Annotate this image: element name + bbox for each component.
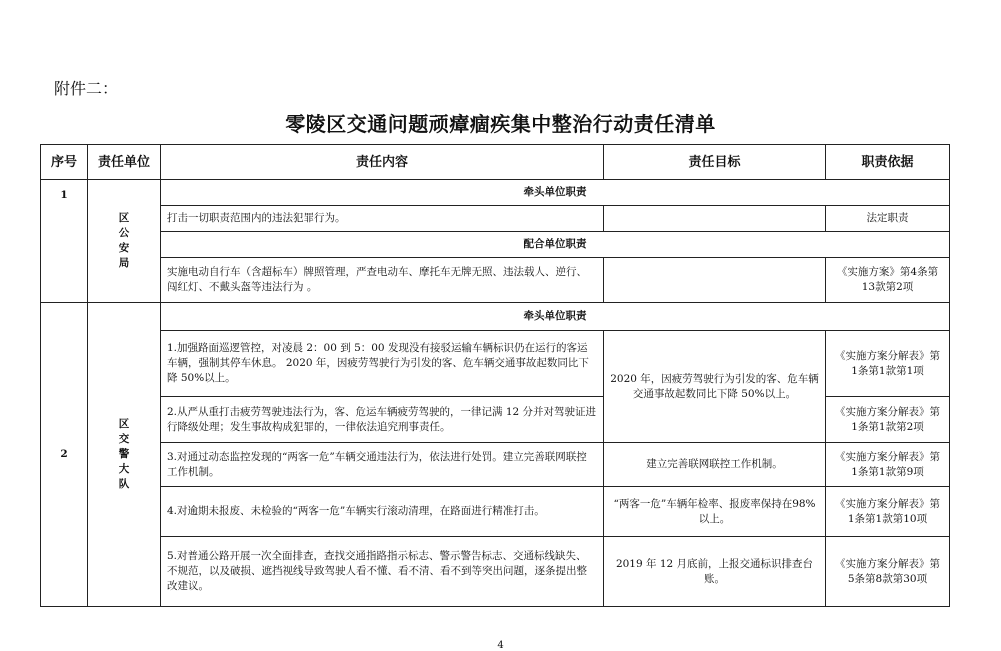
table-row xyxy=(41,232,950,258)
basis-cell: 《实施方案》第4条第13款第2项 xyxy=(826,258,950,303)
header-seq: 序号 xyxy=(41,145,88,180)
target-cell: 建立完善联网联控工作机制。 xyxy=(604,443,826,487)
content-cell: 2.从严从重打击疲劳驾驶违法行为，客、危运车辆疲劳驾驶的，一律记满 12 分并对驾驶证进行降级处理；发生事故构成犯罪的，一律依法追究刑事责任。 xyxy=(161,397,604,443)
table-row xyxy=(41,303,950,331)
table-header-row xyxy=(41,145,950,180)
responsibility-table xyxy=(40,144,950,607)
basis-cell: 《实施方案分解表》第1条第1款第10项 xyxy=(826,487,950,537)
header-basis: 职责依据 xyxy=(826,145,950,180)
basis-cell: 《实施方案分解表》第1条第1款第9项 xyxy=(826,443,950,487)
section-lead-header: 牵头单位职责 xyxy=(161,303,950,331)
target-cell xyxy=(604,258,826,303)
table-row xyxy=(41,258,950,303)
target-cell xyxy=(604,206,826,232)
attachment-label: 附件二： xyxy=(54,79,119,98)
content-cell: 实施电动自行车（含超标车）牌照管理，严查电动车、摩托车无牌无照、违法载人、逆行、闯红灯、不戴头盔等违法行为 。 xyxy=(161,258,604,303)
header-content: 责任内容 xyxy=(161,145,604,180)
unit-cell-traffic-police xyxy=(88,303,161,607)
section-assist-header: 配合单位职责 xyxy=(161,232,950,258)
basis-cell: 《实施方案分解表》第5条第8款第30项 xyxy=(826,537,950,607)
table-row xyxy=(41,180,950,206)
unit-char: 安 xyxy=(118,242,130,254)
target-cell-merged: 2020 年，因疲劳驾驶行为引发的客、危车辆交通事故起数同比下降 50%以上。 xyxy=(604,331,826,443)
basis-cell: 《实施方案分解表》第1条第1款第2项 xyxy=(826,397,950,443)
basis-cell: 法定职责 xyxy=(826,206,950,232)
target-cell: “两客一危”车辆年检率、报废率保持在98%以上。 xyxy=(604,487,826,537)
unit-char: 局 xyxy=(118,257,130,269)
unit-char: 警 xyxy=(118,448,130,460)
basis-cell: 《实施方案分解表》第1条第1款第1项 xyxy=(826,331,950,397)
table-row xyxy=(41,487,950,537)
target-cell: 2019 年 12 月底前，上报交通标识排查台账。 xyxy=(604,537,826,607)
unit-cell-police xyxy=(88,180,161,303)
section-lead-header: 牵头单位职责 xyxy=(161,180,950,206)
unit-char: 交 xyxy=(118,433,130,445)
unit-char: 队 xyxy=(118,478,130,490)
unit-char: 大 xyxy=(118,463,130,475)
content-cell: 打击一切职责范围内的违法犯罪行为。 xyxy=(161,206,604,232)
document-title: 零陵区交通问题顽瘴痼疾集中整治行动责任清单 xyxy=(285,112,716,136)
unit-char: 区 xyxy=(118,212,130,224)
unit-char: 公 xyxy=(118,227,130,239)
content-cell: 5.对普通公路开展一次全面排查，查找交通指路指示标志、警示警告标志、交通标线缺失、不规范，以及破损、遮挡视线导致驾驶人看不懂、看不清、看不到等突出问题，逐条提出整改建议。 xyxy=(161,537,604,607)
seq-cell: 1 xyxy=(41,180,88,303)
seq-cell: 2 xyxy=(41,303,88,607)
content-cell: 1.加强路面巡逻管控，对凌晨 2：00 到 5：00 发现没有接驳运输车辆标识仍在运行的客运车辆，强制其停车休息。 2020 年，因疲劳驾驶行为引发的客、危车辆交通事故起数同比下降 50%以上。 xyxy=(161,331,604,397)
table-row xyxy=(41,206,950,232)
content-cell: 4.对逾期未报废、未检验的“两客一危”车辆实行滚动清理，在路面进行精准打击。 xyxy=(161,487,604,537)
header-unit: 责任单位 xyxy=(88,145,161,180)
unit-char: 区 xyxy=(118,418,130,430)
page-number: 4 xyxy=(497,640,504,651)
table-row xyxy=(41,537,950,607)
table-row xyxy=(41,443,950,487)
table-row xyxy=(41,331,950,397)
header-target: 责任目标 xyxy=(604,145,826,180)
content-cell: 3.对通过动态监控发现的“两客一危”车辆交通违法行为，依法进行处罚。建立完善联网联控工作机制。 xyxy=(161,443,604,487)
